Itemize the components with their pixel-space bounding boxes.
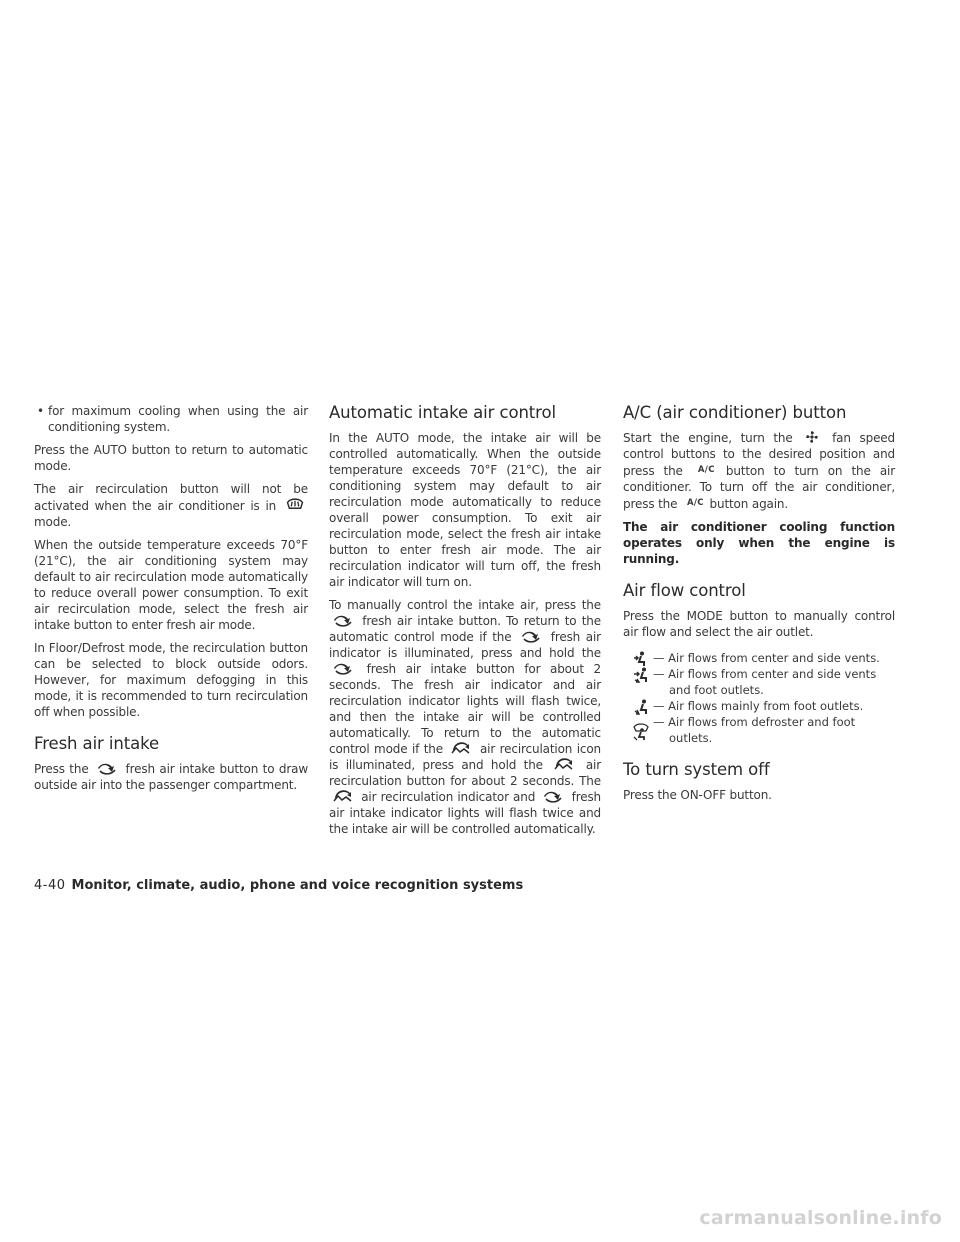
fresh-air-icon [543,791,563,803]
recirculation-icon [554,757,574,771]
column-right [623,403,895,810]
manual-text-2: fresh air intake button. To return to the automatic control mode if the [329,614,601,644]
manual-text-3: fresh air indicator is illuminated, press and hold the [329,630,601,660]
manual-text-6: air recirculation button for about 2 seconds. The [329,758,601,788]
fresh-air-icon [333,663,353,675]
mode-text: — Air flows mainly from foot outlets. [653,699,864,713]
bi-level-mode-icon [633,667,649,683]
turn-off-paragraph: Press the ON-OFF button. [623,788,772,802]
fresh-air-heading: Fresh air intake [34,734,160,753]
fresh-air-icon [333,615,353,627]
manual-intake-paragraph [329,597,601,837]
ac-text-3: button to turn on the air conditioner. To turn off the air conditioner, press the [623,464,895,511]
ac-text-2: fan speed control buttons to the desired position and press the [623,431,896,478]
auto-intake-paragraph: In the AUTO mode, the intake air will be controlled automatically. When the outside temperature exceeds 70°F (21°C), the air conditioning system may default to air recirculation mode automatically to reduce overall power consumption. To exit air recirculation mode, select the fresh air intake button to enter fresh air mode. The air recirculation indicator will turn off, the fresh air indicator will turn on. [329,431,601,589]
vent-mode-icon [633,651,647,667]
fresh-text-b: fresh air intake button to draw outside air into the passenger compartment. [34,762,309,792]
fresh-air-icon [97,763,117,775]
mode-text: — Air flows from center and side vents. [653,651,880,665]
mode-list [623,650,895,746]
air-flow-heading: Air flow control [623,581,746,600]
column-left [34,403,308,800]
outside-temp-paragraph: When the outside temperature exceeds 70°F (21°C), the air conditioning system may default to air recirculation mode automatically to reduce overall power consumption. To exit air recirculation mode, select the fresh air intake button to enter fresh air mode. [34,538,308,632]
manual-text-1: To manually control the intake air, press the [329,598,601,612]
recirculation-icon [451,741,471,755]
air-flow-paragraph: Press the MODE button to manually control air flow and select the air outlet. [623,609,895,639]
mode-row-vent [623,650,895,666]
ac-paragraph [623,430,895,512]
manual-text-4: fresh air intake button for about 2 seconds. The fresh air indicator and air recirculation indicator lights will flash twice, and then the intake air will be controlled automatically. To return to the automatic control mode if the [329,662,601,756]
foot-defrost-mode-icon [633,723,649,741]
mode-text: — Air flows from defroster and foot outlets. [653,715,856,745]
foot-mode-icon [633,699,649,715]
ac-heading: A/C (air conditioner) button [623,403,847,422]
mode-row-foot [623,698,895,714]
column-middle [329,403,601,844]
recirc-text-b: mode. [34,515,72,529]
fresh-text-a: Press the [34,762,89,776]
turn-off-heading: To turn system off [623,760,770,779]
section-title: Monitor, climate, audio, phone and voice recognition systems [71,878,524,893]
recirc-defrost-paragraph [34,481,308,530]
defrost-icon [286,497,304,512]
floor-defrost-paragraph: In Floor/Defrost mode, the recirculation button can be selected to block outside odors. However, for maximum defogging in this mode, it is recommended to turn recirculation off when possible. [34,641,308,719]
recirc-text-a: The air recirculation button will not be activated when the air conditioner is in [34,482,308,513]
auto-return-paragraph: Press the AUTO button to return to automatic mode. [34,443,308,473]
bullet-dot: • [37,404,44,418]
fresh-air-paragraph [34,761,308,793]
page-footer [34,878,523,893]
manual-text-8: fresh air intake indicator lights will flash twice and the intake air will be controlled automatically. [329,790,602,836]
recirculation-icon [333,789,353,803]
bullet-max-cooling [34,403,308,435]
ac-button-icon: A/C [697,465,715,475]
ac-text-4: button again. [709,497,789,511]
fan-icon [805,430,819,444]
mode-text: — Air flows from center and side vents and foot outlets. [653,667,877,697]
auto-intake-heading: Automatic intake air control [329,403,556,422]
fresh-air-icon [521,631,541,643]
page-number: 4-40 [34,878,66,893]
ac-engine-note: The air conditioner cooling function operates only when the engine is running. [623,520,895,566]
manual-text-7: air recirculation indicator and [361,790,536,804]
ac-text-1: Start the engine, turn the [623,431,793,445]
mode-row-foot-defrost [623,714,895,746]
bullet-text: for maximum cooling when using the air conditioning system. [48,404,308,434]
manual-text-5: air recirculation icon is illuminated, press and hold the [329,742,601,772]
ac-button-icon: A/C [687,498,704,508]
mode-row-bilevel [623,666,895,698]
watermark: carmanualsonline.info [699,1207,942,1229]
